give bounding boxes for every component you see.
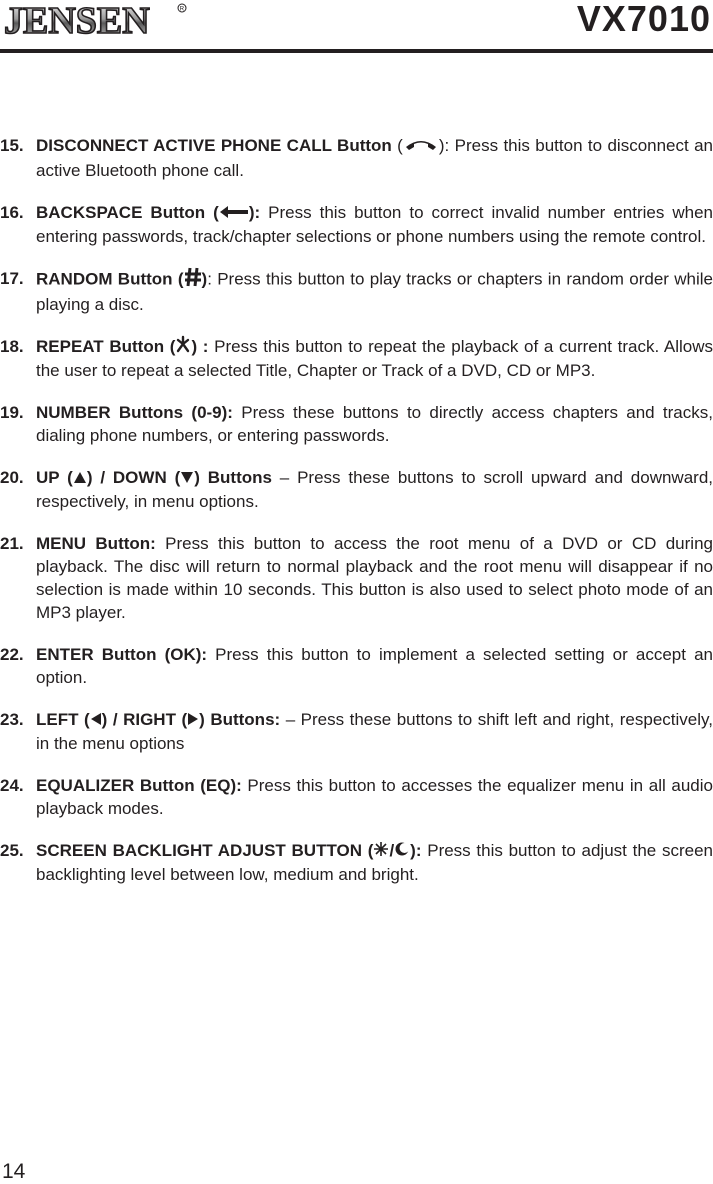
list-item	[0, 643, 713, 689]
item-title: UP (	[36, 468, 73, 488]
item-description: Press this button to adjust the screen backlighting level between low, medium and bright.	[36, 841, 713, 885]
item-description: Press this button to correct invalid number entries when entering passwords, track/chapter selections or phone numbers using the remote control.	[36, 202, 713, 246]
item-title: RANDOM Button (	[36, 269, 184, 289]
item-title: EQUALIZER Button (EQ):	[36, 776, 242, 796]
item-description: Press this button to implement a selected setting or accept an option.	[36, 645, 713, 688]
backspace-arrow-icon	[219, 202, 249, 225]
svg-text:R: R	[179, 6, 185, 13]
list-item: 16. BACKSPACE Button ( ): Press this button to correct invalid number entries when entering passwords, track/chapter selections or phone numbers using the remote control.	[0, 202, 713, 246]
item-description: Press this button to access the root menu of a DVD or CD during playback. The disc will return to normal playback and the root menu will disappear if no selection is made within 10 seconds. This button is also used to select photo mode of an MP3 player.	[36, 534, 713, 623]
item-description: Press this button to repeat the playback of a current track. Allows the user to repeat a selected Title, Chapter or Track of a DVD, CD or MP3.	[36, 336, 713, 381]
button-descriptions	[0, 134, 713, 905]
item-description: Press this button to accesses the equalizer menu in all audio playback modes.	[36, 776, 713, 819]
down-triangle-icon	[180, 467, 194, 490]
list-item	[0, 401, 713, 447]
hang-up-phone-icon	[403, 135, 439, 159]
item-description: : Press this button to play tracks or chapters in random order while playing a disc.	[36, 269, 713, 314]
item-number: 23.	[0, 710, 24, 730]
item-number: 19.	[0, 403, 24, 423]
item-number: 20.	[0, 468, 24, 488]
model-number: VX7010	[576, 0, 711, 39]
list-item: 18. REPEAT Button ( ) : Press this button to repeat the playback of a current track. Allows the user to repeat a selected Title, Chapter or Track of a DVD, CD or MP3.	[0, 336, 713, 381]
item-number: 17.	[0, 268, 24, 288]
item-title: BACKSPACE Button (	[36, 202, 219, 222]
svg-text:JENSEN: JENSEN	[4, 0, 150, 40]
item-description: Press these buttons to directly access chapters and tracks, dialing phone numbers, or entering passwords.	[36, 403, 713, 446]
item-title: NUMBER Buttons (0-9):	[36, 403, 233, 423]
item-number: 22.	[0, 645, 24, 665]
list-item: 20. UP ( ) / DOWN ( ) Buttons – Press these buttons to scroll upward and downward, respectively, in menu options.	[0, 468, 713, 512]
item-title: SCREEN BACKLIGHT ADJUST BUTTON (	[36, 841, 374, 861]
left-triangle-icon	[90, 709, 102, 732]
brightness-sun-icon	[373, 840, 389, 863]
repeat-icon	[175, 335, 191, 359]
list-item: 17. RANDOM Button ( ): Press this button to play tracks or chapters in random order while playing a disc.	[0, 268, 713, 314]
item-title: REPEAT Button (	[36, 336, 176, 356]
item-title: ENTER Button (OK):	[36, 645, 208, 665]
random-shuffle-icon	[184, 267, 202, 293]
dimmer-moon-icon	[394, 840, 410, 863]
item-title: MENU Button:	[36, 534, 156, 554]
item-description: – Press these buttons to shift left and right, respectively, in the menu options	[36, 710, 713, 754]
list-item: 15. DISCONNECT ACTIVE PHONE CALL Button ( ): Press this button to disconnect an active Bluetooth phone call.	[0, 136, 713, 180]
item-number: 24.	[0, 776, 24, 796]
list-item	[0, 774, 713, 820]
item-number: 15.	[0, 136, 24, 155]
item-description: Press this button to disconnect an active Bluetooth phone call.	[36, 136, 713, 180]
list-item: 23. LEFT ( ) / RIGHT ( ) Buttons: – Press these buttons to shift left and right, respectively, in the menu options	[0, 710, 713, 754]
item-number: 21.	[0, 534, 24, 554]
page-number: 14	[2, 1160, 26, 1183]
item-number: 18.	[0, 336, 24, 356]
jensen-logo	[2, 0, 188, 45]
list-item	[0, 532, 713, 624]
header-rule	[0, 49, 713, 53]
page-header	[0, 0, 713, 56]
item-number: 25.	[0, 841, 24, 861]
list-item: 25. SCREEN BACKLIGHT ADJUST BUTTON ( / ): Press this button to adjust the screen backlighting level between low, medium and bright.	[0, 841, 713, 885]
item-title: DISCONNECT ACTIVE PHONE CALL Button	[36, 136, 392, 155]
up-triangle-icon	[73, 467, 87, 490]
item-title: LEFT (	[36, 710, 90, 730]
right-triangle-icon	[187, 709, 199, 732]
item-description: – Press these buttons to scroll upward and downward, respectively, in menu options.	[36, 468, 713, 512]
item-number: 16.	[0, 202, 24, 222]
